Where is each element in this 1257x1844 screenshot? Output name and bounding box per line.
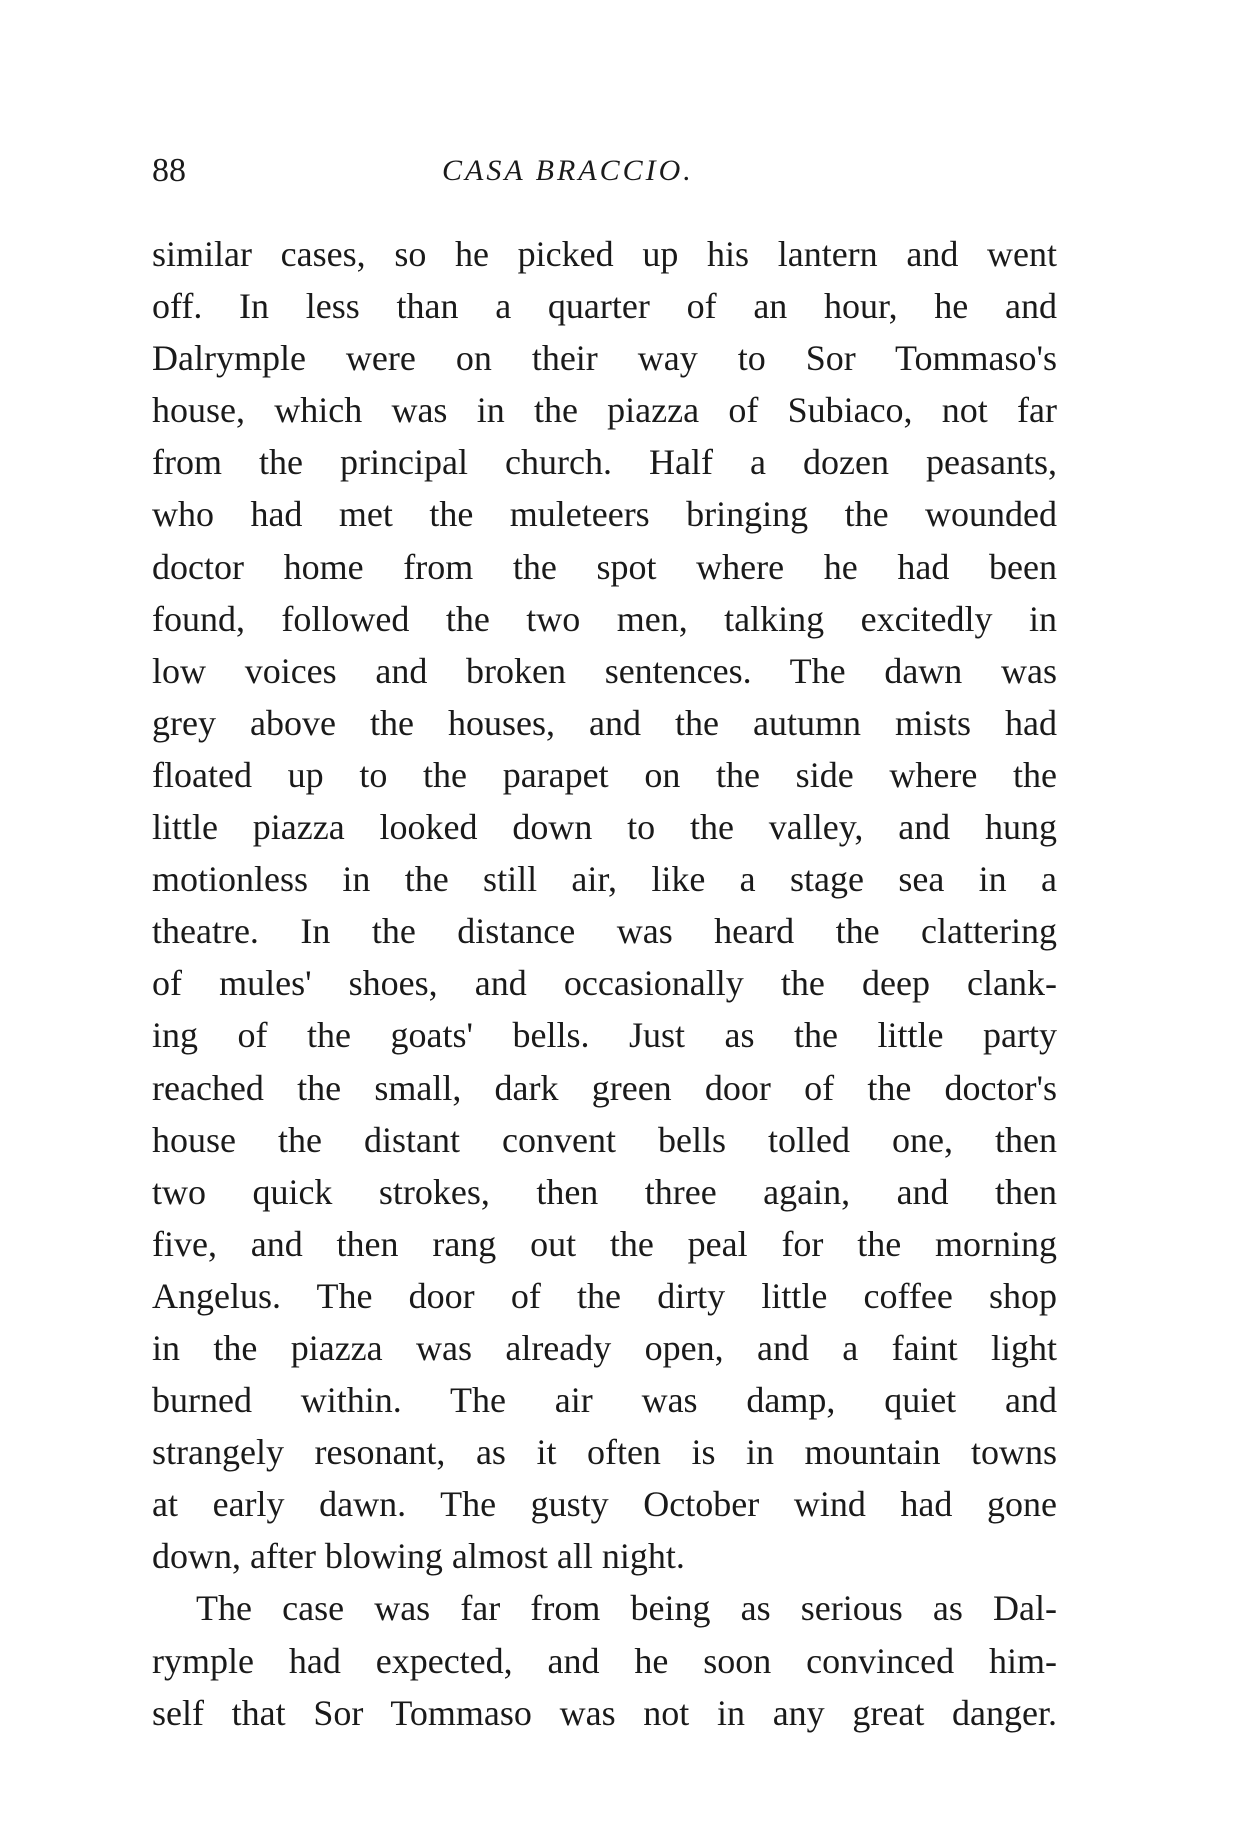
text-line: floated up to the parapet on the side where the [152,754,1057,795]
running-title: CASA BRACCIO. [442,154,694,187]
text-line: doctor home from the spot where he had been [152,546,1057,587]
text-line: motionless in the still air, like a stage sea in a [152,859,1057,900]
text-line: Angelus. The door of the dirty little coffee shop [152,1275,1057,1316]
text-line: reached the small, dark green door of the doctor's [152,1067,1057,1108]
text-line: similar cases, so he picked up his lantern and went [152,234,1057,274]
text-line: at early dawn. The gusty October wind had gone [152,1484,1057,1525]
text-line: theatre. In the distance was heard the clattering [152,911,1057,952]
text-line: rymple had expected, and he soon convinced him- [152,1640,1057,1681]
text-line: two quick strokes, then three again, and then [152,1171,1057,1212]
text-line: house the distant convent bells tolled one, then [152,1119,1057,1160]
text-line: strangely resonant, as it often is in mountain towns [152,1432,1057,1473]
text-line: burned within. The air was damp, quiet and [152,1380,1057,1421]
running-head [152,148,1057,194]
paragraph-start-line: The case was far from being as serious as Dal- [196,1588,1057,1629]
text-line: five, and then rang out the peal for the morning [152,1223,1057,1264]
text-line: in the piazza was already open, and a faint light [152,1327,1057,1368]
text-line: low voices and broken sentences. The dawn was [152,650,1057,691]
text-line: grey above the houses, and the autumn mists had [152,702,1057,743]
page-number: 88 [152,152,186,189]
body-text [152,228,1057,1739]
text-line: of mules' shoes, and occasionally the deep clank- [152,963,1057,1004]
text-line: little piazza looked down to the valley, and hung [152,807,1057,848]
text-line: off. In less than a quarter of an hour, he and [152,286,1057,327]
text-line: from the principal church. Half a dozen peasants, [152,442,1057,483]
text-line: Dalrymple were on their way to Sor Tommaso's [152,338,1057,379]
text-line: ing of the goats' bells. Just as the little party [152,1015,1057,1056]
text-line: found, followed the two men, talking excitedly in [152,598,1057,639]
text-line: house, which was in the piazza of Subiaco, not far [152,390,1057,431]
text-line: self that Sor Tommaso was not in any great danger. [152,1692,1057,1733]
text-line: who had met the muleteers bringing the wounded [152,494,1057,535]
paragraph-end-line: down, after blowing almost all night. [152,1536,685,1577]
